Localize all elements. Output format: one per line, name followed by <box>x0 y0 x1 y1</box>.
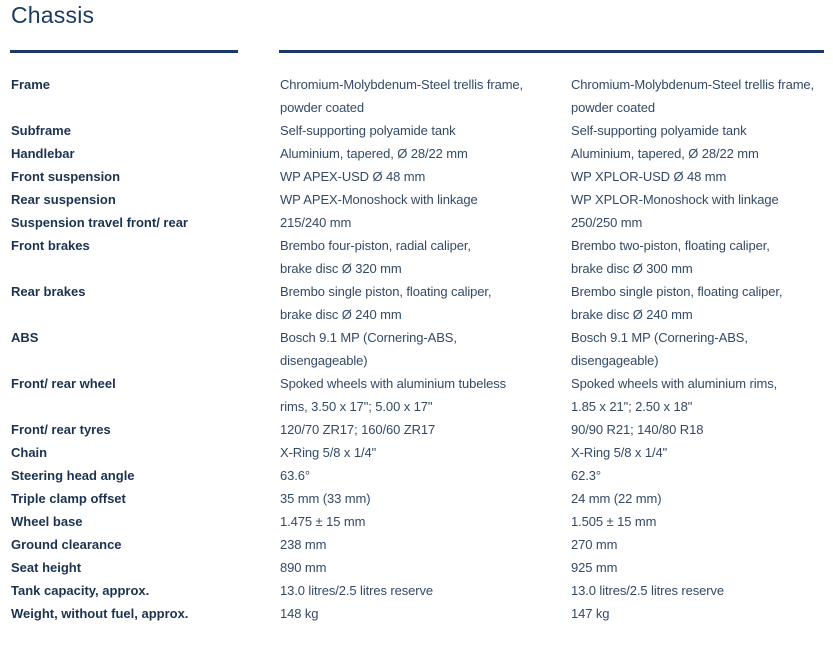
spec-label: Rear suspension <box>11 192 116 207</box>
spec-row <box>0 510 833 533</box>
spec-label: Triple clamp offset <box>11 491 126 506</box>
spec-value-line: Spoked wheels with aluminium rims, <box>571 376 778 391</box>
spec-value-model-1 <box>280 234 550 280</box>
spec-label: ABS <box>11 330 39 345</box>
spec-value-line: powder coated <box>571 100 655 115</box>
spec-value-line: 1.85 x 21"; 2.50 x 18" <box>571 399 693 414</box>
spec-value-line: 24 mm (22 mm) <box>571 491 662 506</box>
spec-row <box>0 418 833 441</box>
spec-value-line: Chromium-Molybdenum-Steel trellis frame, <box>280 77 524 92</box>
spec-value-model-2 <box>571 211 833 234</box>
spec-label: Suspension travel front/ rear <box>11 215 188 230</box>
spec-value-model-2 <box>571 119 833 142</box>
spec-value-line: WP XPLOR-USD Ø 48 mm <box>571 169 727 184</box>
spec-value-line: brake disc Ø 300 mm <box>571 261 693 276</box>
spec-row <box>0 73 833 119</box>
spec-value-model-1 <box>280 119 550 142</box>
spec-row <box>0 165 833 188</box>
spec-label: Ground clearance <box>11 537 122 552</box>
spec-row <box>0 280 833 326</box>
spec-value-line: 148 kg <box>280 606 319 621</box>
header-rule-right <box>279 50 824 53</box>
spec-label: Front suspension <box>11 169 121 184</box>
spec-value-line: X-Ring 5/8 x 1/4" <box>571 445 668 460</box>
spec-value-line: 63.6° <box>280 468 311 483</box>
spec-value-line: Spoked wheels with aluminium tubeless <box>280 376 507 391</box>
spec-value-model-1 <box>280 372 550 418</box>
spec-label: Tank capacity, approx. <box>11 583 150 598</box>
spec-value-model-1 <box>280 165 550 188</box>
spec-value-model-1 <box>280 441 550 464</box>
spec-value-model-2 <box>571 326 833 372</box>
spec-row <box>0 119 833 142</box>
spec-value-model-1 <box>280 326 550 372</box>
spec-value-line: 90/90 R21; 140/80 R18 <box>571 422 704 437</box>
spec-value-line: 238 mm <box>280 537 327 552</box>
spec-value-model-1 <box>280 142 550 165</box>
spec-value-model-1 <box>280 188 550 211</box>
header-rule-left <box>10 50 238 53</box>
spec-value-model-2 <box>571 372 833 418</box>
spec-value-model-1 <box>280 418 550 441</box>
spec-value-line: 890 mm <box>280 560 327 575</box>
spec-value-model-2 <box>571 234 833 280</box>
spec-value-model-2 <box>571 579 833 602</box>
spec-value-model-2 <box>571 418 833 441</box>
spec-row <box>0 533 833 556</box>
spec-row <box>0 142 833 165</box>
spec-value-model-2 <box>571 280 833 326</box>
spec-value-line: Chromium-Molybdenum-Steel trellis frame, <box>571 77 815 92</box>
spec-value-line: Brembo single piston, floating caliper, <box>571 284 783 299</box>
spec-row <box>0 464 833 487</box>
spec-value-line: WP APEX-USD Ø 48 mm <box>280 169 426 184</box>
spec-value-model-2 <box>571 165 833 188</box>
spec-row <box>0 556 833 579</box>
spec-value-line: 13.0 litres/2.5 litres reserve <box>280 583 434 598</box>
spec-value-line: rims, 3.50 x 17"; 5.00 x 17" <box>280 399 433 414</box>
spec-value-model-2 <box>571 142 833 165</box>
spec-value-line: 1.505 ± 15 mm <box>571 514 657 529</box>
spec-value-line: 147 kg <box>571 606 610 621</box>
spec-value-model-1 <box>280 464 550 487</box>
spec-row <box>0 372 833 418</box>
spec-value-line: disengageable) <box>571 353 659 368</box>
spec-label: Front brakes <box>11 238 90 253</box>
spec-value-model-2 <box>571 487 833 510</box>
spec-value-line: 215/240 mm <box>280 215 352 230</box>
spec-value-model-1 <box>280 487 550 510</box>
spec-value-line: Brembo two-piston, floating caliper, <box>571 238 770 253</box>
spec-value-line: powder coated <box>280 100 364 115</box>
spec-value-model-2 <box>571 441 833 464</box>
spec-value-line: 925 mm <box>571 560 618 575</box>
spec-value-line: Brembo four-piston, radial caliper, <box>280 238 471 253</box>
spec-value-line: 35 mm (33 mm) <box>280 491 371 506</box>
spec-value-model-1 <box>280 73 550 119</box>
spec-label: Handlebar <box>11 146 75 161</box>
spec-row <box>0 234 833 280</box>
spec-row <box>0 487 833 510</box>
spec-value-model-2 <box>571 556 833 579</box>
spec-value-model-2 <box>571 510 833 533</box>
spec-value-model-2 <box>571 464 833 487</box>
spec-row <box>0 188 833 211</box>
spec-row <box>0 602 833 625</box>
spec-value-model-1 <box>280 211 550 234</box>
spec-value-model-2 <box>571 533 833 556</box>
spec-value-line: 62.3° <box>571 468 602 483</box>
spec-label: Subframe <box>11 123 71 138</box>
spec-value-line: Aluminium, tapered, Ø 28/22 mm <box>280 146 468 161</box>
spec-value-model-1 <box>280 280 550 326</box>
spec-value-line: 250/250 mm <box>571 215 643 230</box>
spec-label: Wheel base <box>11 514 83 529</box>
spec-value-line: Brembo single piston, floating caliper, <box>280 284 492 299</box>
spec-label: Front/ rear wheel <box>11 376 116 391</box>
spec-label: Front/ rear tyres <box>11 422 111 437</box>
spec-row <box>0 211 833 234</box>
spec-value-line: 270 mm <box>571 537 618 552</box>
spec-value-model-1 <box>280 556 550 579</box>
spec-value-line: Self-supporting polyamide tank <box>280 123 456 138</box>
spec-value-model-1 <box>280 602 550 625</box>
spec-value-line: 13.0 litres/2.5 litres reserve <box>571 583 725 598</box>
spec-label: Seat height <box>11 560 82 575</box>
spec-row <box>0 441 833 464</box>
spec-value-line: 120/70 ZR17; 160/60 ZR17 <box>280 422 436 437</box>
spec-value-model-2 <box>571 602 833 625</box>
spec-value-line: WP XPLOR-Monoshock with linkage <box>571 192 779 207</box>
spec-value-line: brake disc Ø 320 mm <box>280 261 402 276</box>
spec-value-model-2 <box>571 188 833 211</box>
spec-row <box>0 579 833 602</box>
spec-value-line: 1.475 ± 15 mm <box>280 514 366 529</box>
spec-value-line: Bosch 9.1 MP (Cornering-ABS, <box>280 330 457 345</box>
spec-label: Steering head angle <box>11 468 135 483</box>
page-title: Chassis <box>11 2 95 28</box>
spec-label: Chain <box>11 445 48 460</box>
spec-value-model-1 <box>280 510 550 533</box>
spec-value-line: brake disc Ø 240 mm <box>571 307 693 322</box>
spec-value-line: Aluminium, tapered, Ø 28/22 mm <box>571 146 759 161</box>
spec-label: Weight, without fuel, approx. <box>11 606 189 621</box>
spec-value-line: brake disc Ø 240 mm <box>280 307 402 322</box>
spec-value-line: X-Ring 5/8 x 1/4" <box>280 445 377 460</box>
spec-value-line: Self-supporting polyamide tank <box>571 123 747 138</box>
spec-value-line: Bosch 9.1 MP (Cornering-ABS, <box>571 330 748 345</box>
spec-value-model-1 <box>280 533 550 556</box>
spec-value-line: WP APEX-Monoshock with linkage <box>280 192 478 207</box>
spec-value-model-1 <box>280 579 550 602</box>
spec-value-line: disengageable) <box>280 353 368 368</box>
spec-value-model-2 <box>571 73 833 119</box>
spec-label: Frame <box>11 77 51 92</box>
spec-label: Rear brakes <box>11 284 86 299</box>
spec-row <box>0 326 833 372</box>
